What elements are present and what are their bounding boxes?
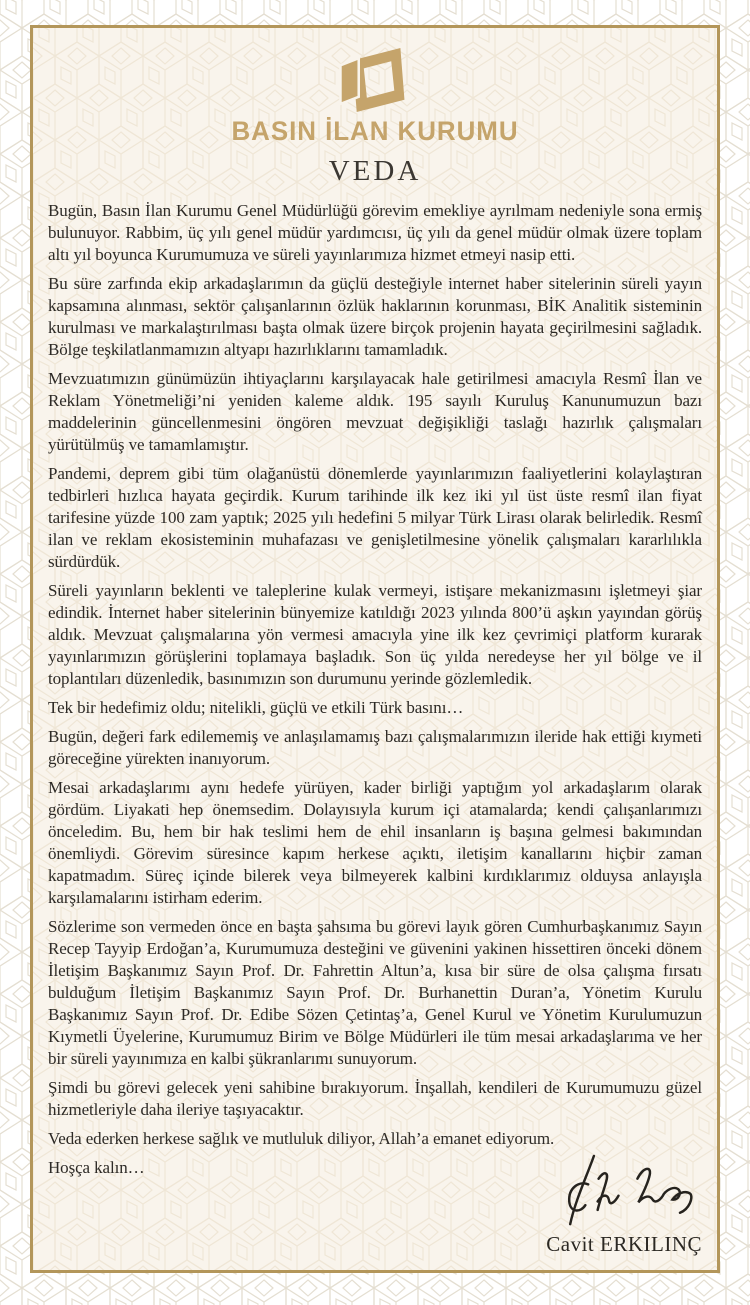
letter-paragraph: Hoşça kalın… xyxy=(48,1158,145,1177)
letter-paragraph: Veda ederken herkese sağlık ve mutluluk diliyor, Allah’a emanet ediyorum. xyxy=(48,1129,555,1148)
masthead xyxy=(48,48,702,188)
brand-wordmark: BASIN İLAN KURUMU xyxy=(231,116,519,146)
letter-paragraph: Süreli yayınların beklenti ve taleplerine kulak vermeyi, istişare mekanizmasını işletmeyi şiar edindik. İnternet haber sitelerinin bünyemize katıldığı 2023 yılında 800’ü aşkın yayından görüş aldık. Mevzuat çalışmalarına yön vermesi amacıyla yine ilk kez çevrimiçi platform kurarak yayınlarımızın görüşlerini toplamaya başladık. Son üç yılda neredeyse her yıl bölge ve il toplantıları düzenledik, basınımızın son durumunu yerinde gözlemledik. xyxy=(48,581,702,688)
bik-logo-icon xyxy=(327,48,424,112)
letter-content xyxy=(33,28,717,1270)
letter-paragraph: Tek bir hedefimiz oldu; nitelikli, güçlü ve etkili Türk basını… xyxy=(48,698,464,717)
signature-block xyxy=(546,1152,702,1257)
letter-paragraph: Pandemi, deprem gibi tüm olağanüstü dönemlerde yayınlarımızın faaliyetlerini kolaylaştıran tedbirleri hızlıca hayata geçirdik. Kurum tarihinde ilk kez iki yıl üst üste resmî ilan fiyat tarifesine yüzde 100 zam yaptık; 2025 yılı hedefini 5 milyar Türk Lirası olarak belirledik. Resmî ilan ve reklam ekosisteminin muhafazası ve genişletilmesine yönelik çalışmaları kararlılıkla sürdürdük. xyxy=(48,464,702,571)
letter-paragraph: Mevzuatımızın günümüzün ihtiyaçlarını karşılayacak hale getirilmesi amacıyla Resmî İlan ve Reklam Yönetmeliği’ni yeniden kaleme aldık. 195 sayılı Kuruluş Kanunumuzun bazı maddelerinin güncellenmesini öngören mevzuat değişikliği taslağı hazırlık çalışmaları yürütülmüş ve tamamlamıştır. xyxy=(48,369,702,454)
letter-paragraph: Sözlerime son vermeden önce en başta şahsıma bu görevi layık gören Cumhurbaşkanımız Sayın Recep Tayyip Erdoğan’a, Kurumumuza desteğini ve güvenini yakinen hissettiren önceki dönem İletişim Başkanımız Sayın Prof. Dr. Fahrettin Altun’a, kısa bir süre de olsa çalışma fırsatı bulduğum İletişim Başkanımız Sayın Prof. Dr. Burhanettin Duran’a, Yönetim Kurulu Başkanımız Sayın Prof. Dr. Edibe Sözen Çetintaş’a, Genel Kurul ve Yönetim Kurulumuzun Kıymetli Üyelerine, Kurumumuz Birim ve Bölge Müdürleri ile tüm mesai arkadaşlarıma ve her bir süreli yayınımıza en kalbi şükranlarımı sunuyorum. xyxy=(48,917,702,1068)
signature-name: Cavit ERKILINÇ xyxy=(546,1232,702,1256)
letter-paragraph: Şimdi bu görevi gelecek yeni sahibine bırakıyorum. İnşallah, kendileri de Kurumumuzu güzel hizmetleriyle daha ileriye taşıyacaktır. xyxy=(48,1078,702,1119)
page-title: VEDA xyxy=(328,155,422,187)
letter-paragraph: Mesai arkadaşlarımı aynı hedefe yürüyen, kader birliği yaptığım yol arkadaşlarım olarak gördüm. Liyakati hep önemsedim. Dolayısıyla kurum içi atamalarda; kendi çalışanlarımızı önceledim. Bu, hem bir hak teslimi hem de ehil insanların iş başına gelmesi bakımından önemliydi. Görevim süresince kapım herkese açıktı, iletişim kanallarını hiçbir zaman kapatmadım. Süreç içinde bilerek veya bilmeyerek kalbini kırdıklarımız olduysa anlayışla karşılamalarını istirham ederim. xyxy=(48,778,702,907)
letter-paragraph: Bugün, Basın İlan Kurumu Genel Müdürlüğü görevim emekliye ayrılmam nedeniyle sona ermiş bulunuyor. Rabbim, üç yılı genel müdür yardımcısı, üç yılı da genel müdür olmak üzere toplam altı yıl boyunca Kurumumuza ve süreli yayınlarımıza hizmet etmeyi nasip etti. xyxy=(48,201,702,264)
letter-gold-frame xyxy=(30,25,720,1273)
letter-body xyxy=(48,200,702,1179)
letter-paragraph: Bugün, değeri fark edilememiş ve anlaşılamamış bazı çalışmalarımızın ileride hak ettiği kıymeti göreceğine yürekten inanıyorum. xyxy=(48,727,702,768)
letter-paragraph: Bu süre zarfında ekip arkadaşlarımın da güçlü desteğiyle internet haber sitelerinin süreli yayın kapsamına alınması, sektör çalışanlarının özlük haklarının korunması, BİK Analitik sisteminin kurulması ve markalaştırılması başta olmak üzere birçok projenin hayata geçirilmesini sağladık. Bölge teşkilatlanmamızın altyapı hazırlıklarını tamamladık. xyxy=(48,274,702,359)
signature-scrawl-icon xyxy=(556,1152,698,1230)
